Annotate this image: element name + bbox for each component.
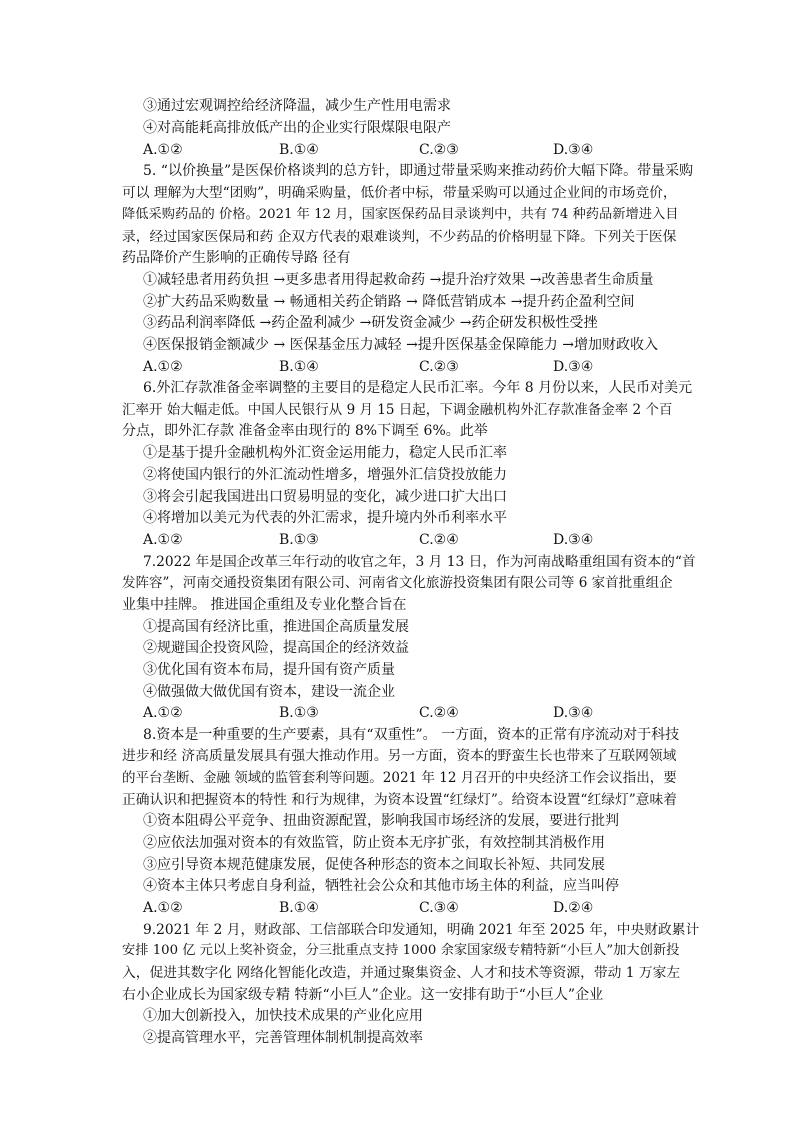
option-a: A.①② — [143, 532, 183, 548]
option-a: A.①② — [143, 359, 183, 375]
q5-stem-line: 可以 理解为大型“团购”，明确采购量，低价者中标，带量采购可以通过企业间的市场竞价， — [122, 185, 677, 201]
option-c: C.②④ — [419, 532, 459, 548]
q7-options — [143, 703, 683, 723]
option-d: D.②④ — [553, 900, 594, 916]
option-d: D.③④ — [553, 142, 594, 158]
option-b: B.①③ — [279, 705, 319, 721]
option-d: D.③④ — [553, 705, 594, 721]
q9-item: ②提高管理水平，完善管理体制机制提高效率 — [143, 1030, 423, 1046]
q5-item: ④医保报销金额减少 → 医保基金压力减轻 →提升医保基金保障能力 →增加财政收入 — [143, 337, 658, 353]
option-d: D.③④ — [553, 359, 594, 375]
q5-stem-line: 降低采购药品的 价格。2021 年 12 月，国家医保药品目录谈判中，共有 74 种药品新增进入目 — [122, 207, 679, 222]
q6-item: ③将会引起我国进出口贸易明显的变化，减少进口扩大出口 — [143, 489, 507, 505]
q6-options — [143, 530, 683, 550]
q8-stem-line: 8.资本是一种重要的生产要素，具有“双重性”。 一方面，资本的正常有序流动对于科技 — [143, 727, 680, 743]
option-c: C.②③ — [419, 359, 459, 375]
q5-stem-line: 5. “以价换量”是医保价格谈判的总方针，即通过带量采购来推动药价大幅下降。带量采购 — [143, 163, 694, 179]
q6-item: ①是基于提升金融机构外汇资金运用能力，稳定人民币汇率 — [143, 445, 507, 461]
option-b: B.①④ — [279, 142, 319, 158]
q8-stem-line: 的平台垄断、金融 领域的监管套利等问题。2021 年 12 月召开的中央经济工作会议指出，要 — [122, 770, 677, 786]
option-d: D.③④ — [553, 532, 594, 548]
q7-item: ①提高国有经济比重，推进国企高质量发展 — [143, 619, 409, 635]
option-a: A.①② — [143, 705, 183, 721]
q5-item: ③药品利润率降低 →药企盈利减少 →研发资金减少 →药企研发积极性受挫 — [143, 315, 598, 331]
q9-item: ①加大创新投入，加快技术成果的产业化应用 — [143, 1008, 423, 1024]
q7-item: ②规避国企投资风险，提高国企的经济效益 — [143, 640, 409, 656]
q9-stem-line: 右小企业成长为国家级专精 特新“小巨人”企业。这一安排有助于“小巨人”企业 — [122, 987, 604, 1003]
option-c: C.②③ — [419, 142, 459, 158]
q9-stem-line: 9.2021 年 2 月，财政部、工信部联合印发通知，明确 2021 年至 2025 年，中央财政累计 — [143, 922, 700, 938]
option-b: B.①④ — [279, 900, 319, 916]
q8-item: ①资本阻碍公平竞争、扭曲资源配置，影响我国市场经济的发展，要进行批判 — [143, 813, 619, 829]
q5-options — [143, 357, 683, 377]
q6-stem-line: 6.外汇存款准备金率调整的主要目的是稳定人民币汇率。今年 8 月份以来，人民币对美元 — [143, 380, 693, 396]
q5-item: ②扩大药品采购数量 → 畅通相关药企销路 → 降低营销成本 →提升药企盈利空间 — [143, 294, 635, 310]
q9-stem-line: 入，促进其数字化 网络化智能化改造，并通过聚集资金、人才和技术等资源，带动 1 万家左 — [122, 965, 681, 981]
q7-stem-line: 业集中挂牌。 推进国企重组及专业化整合旨在 — [122, 597, 407, 613]
option-b: B.①④ — [279, 359, 319, 375]
q8-stem-line: 进步和经 济高质量发展具有强大推动作用。另一方面，资本的野蛮生长也带来了互联网领域 — [122, 748, 677, 764]
q5-item: ①减轻患者用药负担 →更多患者用得起救命药 →提升治疗效果 →改善患者生命质量 — [143, 272, 654, 288]
q4-options — [143, 140, 683, 160]
q5-stem-line: 药品降价产生影响的正确传导路 径有 — [122, 250, 351, 266]
q6-item: ②将使国内银行的外汇流动性增多，增强外汇信贷投放能力 — [143, 467, 507, 483]
q5-stem-line: 录，经过国家医保局和药 企双方代表的艰难谈判，不少药品的价格明显下降。下列关于医保 — [122, 229, 677, 245]
q8-options — [143, 898, 683, 918]
q7-item: ④做强做大做优国有资本，建设一流企业 — [143, 684, 395, 700]
q4-item-4: ④对高能耗高排放低产出的企业实行限煤限电限产 — [143, 120, 451, 136]
option-a: A.①② — [143, 142, 183, 158]
q9-stem-line: 安排 100 亿 元以上奖补资金，分三批重点支持 1000 余家国家级专精特新“小巨人”加大创新投 — [122, 943, 680, 958]
option-a: A.①② — [143, 900, 183, 916]
option-c: C.③④ — [419, 900, 459, 916]
q6-stem-line: 分点，即外汇存款 准备金率由现行的 8%下调至 6%。此举 — [122, 423, 488, 439]
q7-stem-line: 发阵容”，河南交通投资集团有限公司、河南省文化旅游投资集团有限公司等 6 家首批重组企 — [122, 575, 673, 591]
option-c: C.②④ — [419, 705, 459, 721]
q7-item: ③优化国有资本布局，提升国有资产质量 — [143, 662, 395, 678]
q8-item: ②应依法加强对资本的有效监管，防止资本无序扩张，有效控制其消极作用 — [143, 835, 605, 851]
q8-item: ③应引导资本规范健康发展，促使各种形态的资本之间取长补短、共同发展 — [143, 857, 605, 873]
q6-stem-line: 汇率开 始大幅走低。中国人民银行从 9 月 15 日起，下调金融机构外汇存款准备金率 2 个百 — [122, 402, 673, 418]
option-b: B.①③ — [279, 532, 319, 548]
q8-stem-line: 正确认识和把握资本的特性 和行为规律，为资本设置“红绿灯”。给资本设置“红绿灯”意味着 — [122, 792, 677, 808]
q4-item-3: ③通过宏观调控给经济降温，减少生产性用电需求 — [143, 98, 451, 114]
q8-item: ④资本主体只考虑自身利益，牺牲社会公众和其他市场主体的利益，应当叫停 — [143, 878, 619, 894]
q7-stem-line: 7.2022 年是国企改革三年行动的收官之年，3 月 13 日，作为河南战略重组国有资本的“首 — [143, 554, 696, 570]
q6-item: ④将增加以美元为代表的外汇需求，提升境内外币利率水平 — [143, 510, 507, 526]
